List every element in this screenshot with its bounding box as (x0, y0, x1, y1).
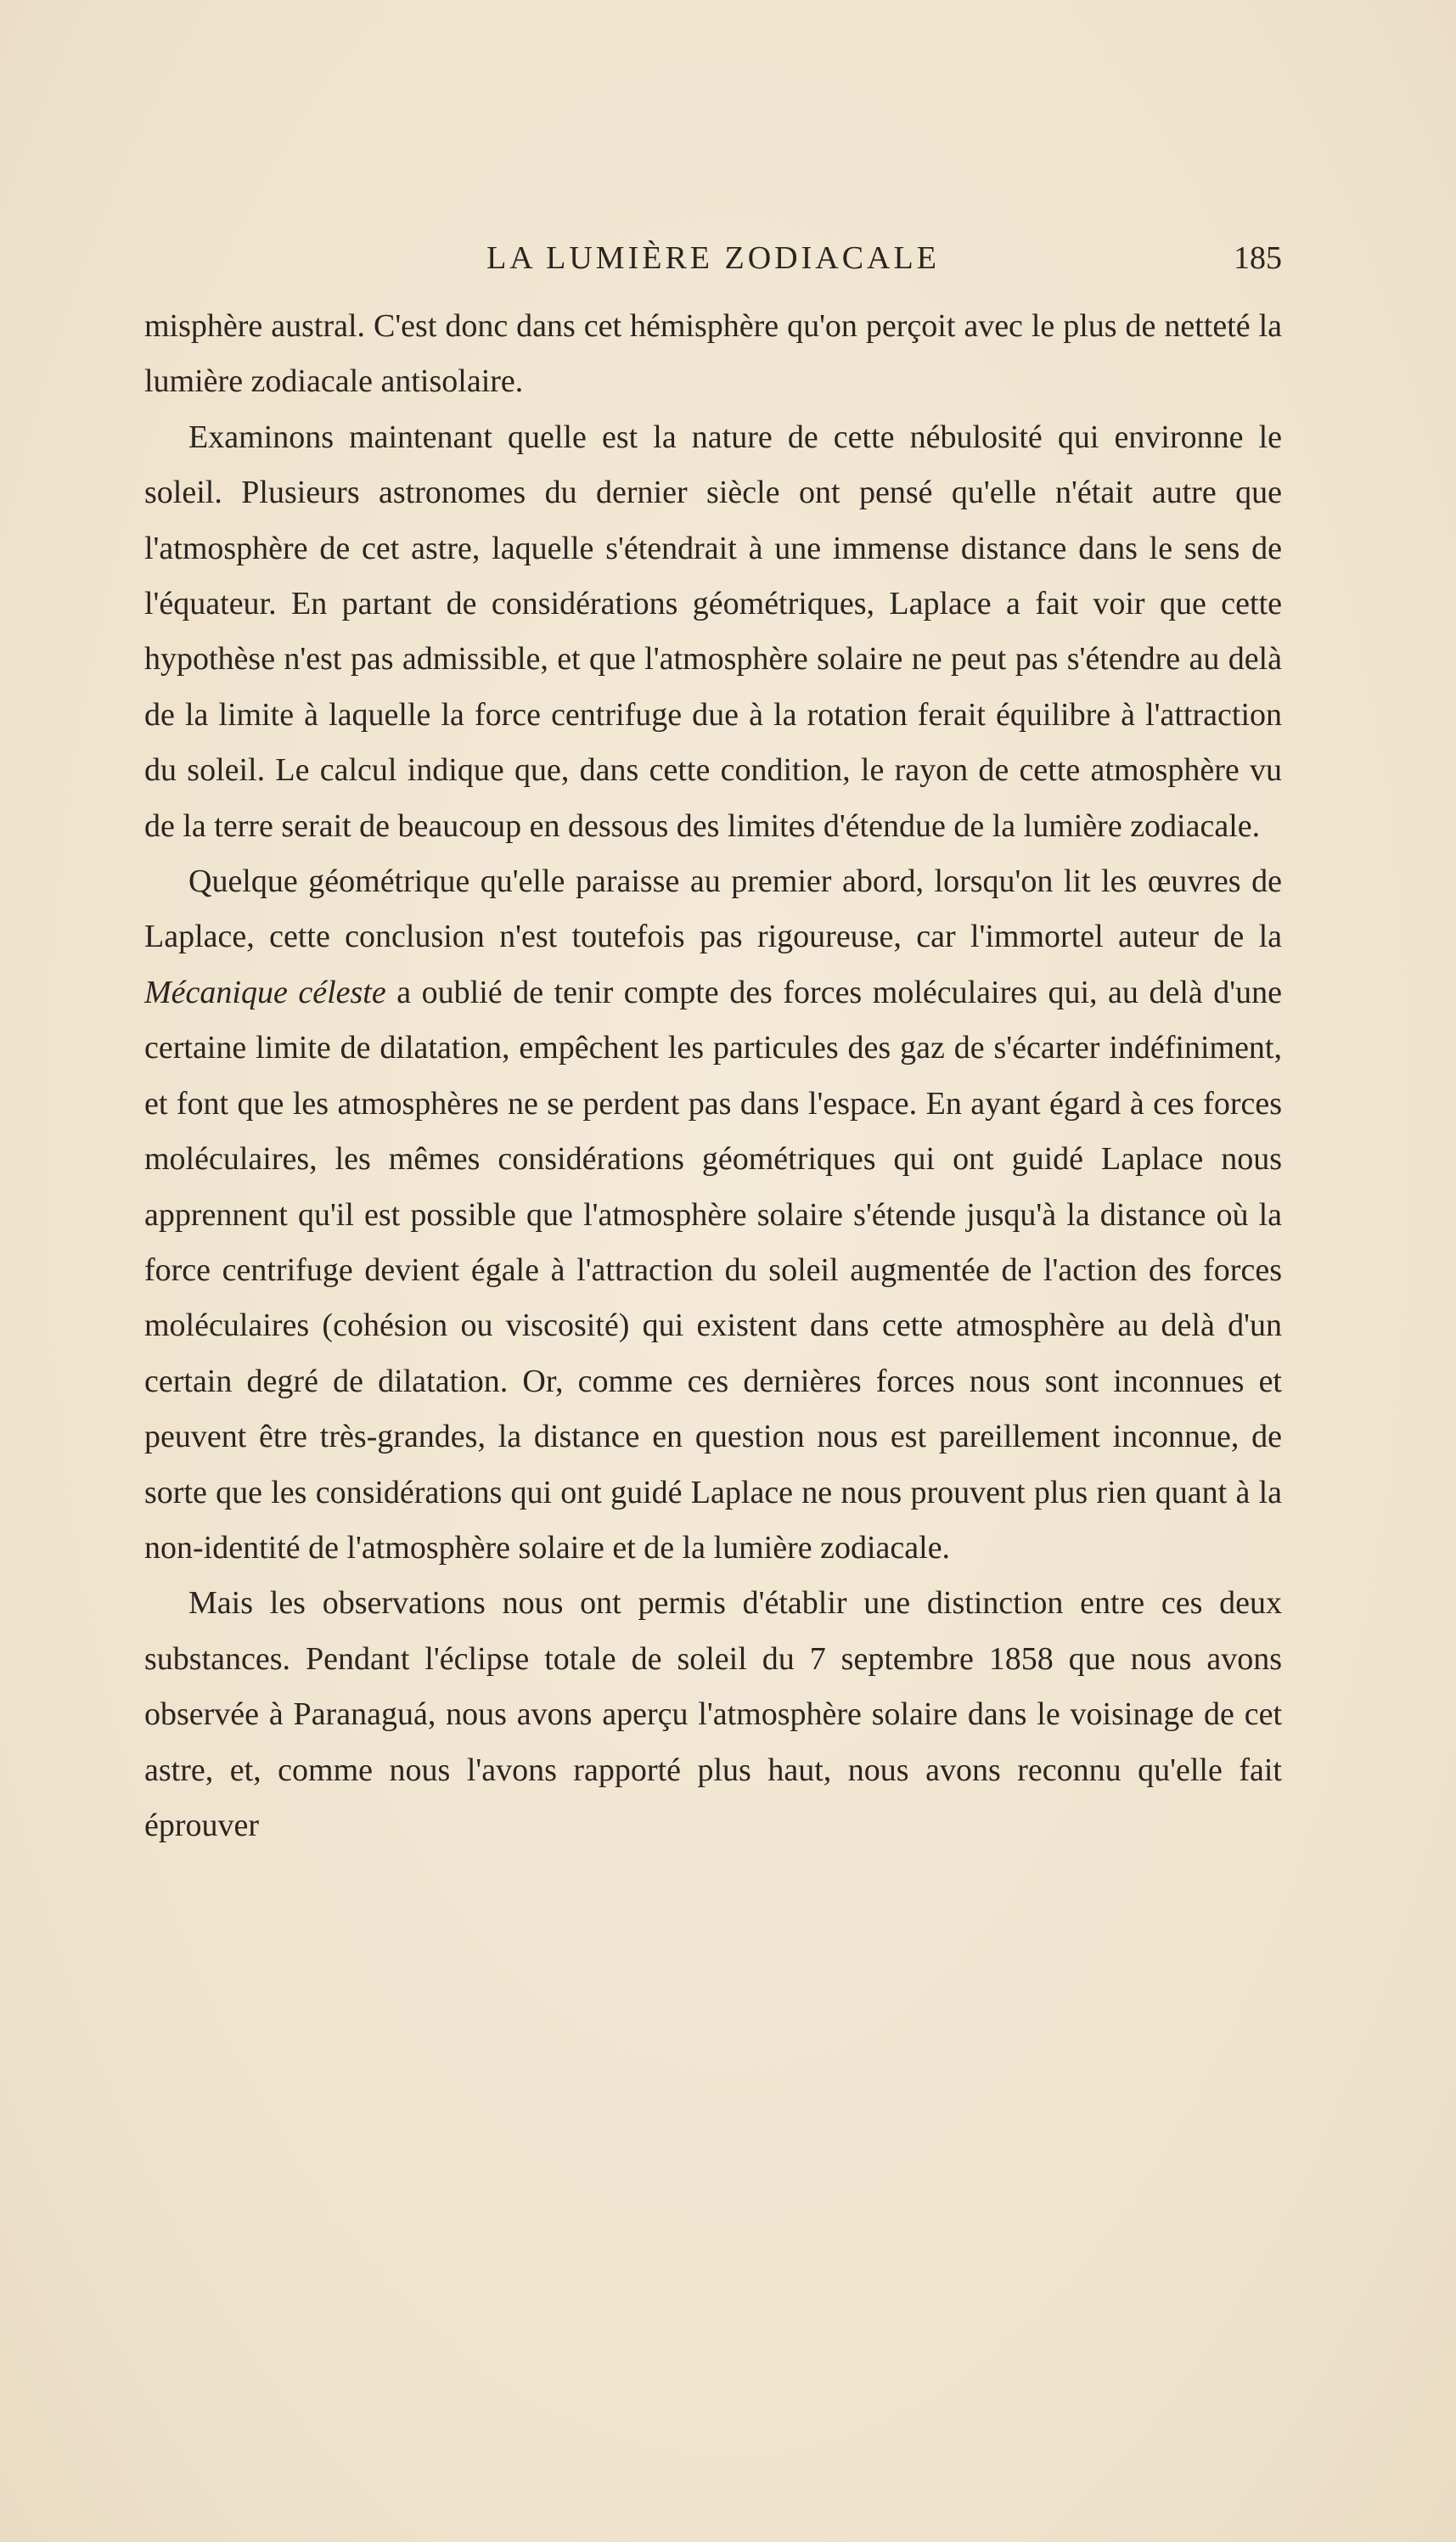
paragraph-laplace-before: Quelque géométrique qu'elle paraisse au premier abord, lorsqu'on lit les œuvres de Laplace, cette conclusion n'est toutefois pas rigoureuse, car l'immortel auteur de la (144, 863, 1282, 955)
book-title-italic: Mécanique céleste (144, 974, 386, 1010)
running-title: LA LUMIÈRE ZODIACALE (486, 240, 940, 276)
paragraph-continuation: misphère austral. C'est donc dans cet hémisphère qu'on perçoit avec le plus de netteté la lumière zodiacale antisolaire. (144, 308, 1282, 400)
paragraph-laplace (144, 854, 1282, 1576)
page-header (144, 239, 1282, 282)
paragraph-nebulosity: Examinons maintenant quelle est la nature de cette nébulosité qui environne le soleil. Plusieurs astronomes du dernier siècle ont pensé qu'elle n'était autre que l'atmosphère de cet astre, laquelle s'étendrait à une immense distance dans le sens de l'équateur. En partant de considérations géométriques, Laplace a fait voir que cette hypothèse n'est pas admissible, et que l'atmosphère solaire ne peut pas s'étendre au delà de la limite à laquelle la force centrifuge due à la rotation ferait équilibre à l'attraction du soleil. Le calcul indique que, dans cette condition, le rayon de cette atmosphère vu de la terre serait de beaucoup en dessous des limites d'étendue de la lumière zodiacale. (144, 419, 1282, 844)
paragraph-observations: Mais les observations nous ont permis d'établir une distinction entre ces deux substances. Pendant l'éclipse totale de soleil du 7 septembre 1858 que nous avons observée à Paranaguá, nous avons aperçu l'atmosphère solaire dans le voisinage de cet astre, et, comme nous l'avons rapporté plus haut, nous avons reconnu qu'elle fait éprouver (144, 1585, 1282, 1843)
body-text (144, 299, 1282, 1853)
page-number: 185 (1234, 240, 1282, 276)
paragraph-laplace-after: a oublié de tenir compte des forces moléculaires qui, au delà d'une certaine limite de dilatation, empêchent les particules des gaz de s'écarter indéfiniment, et font que les atmosphères ne se perdent pas dans l'espace. En ayant égard à ces forces moléculaires, les mêmes considérations géométriques qui ont guidé Laplace nous apprennent qu'il est possible que l'atmosphère solaire s'étende jusqu'à la distance où la force centrifuge devient égale à l'attraction du soleil augmentée de l'action des forces moléculaires (cohésion ou viscosité) qui existent dans cette atmosphère au delà d'un certain degré de dilatation. Or, comme ces dernières forces nous sont inconnues et peuvent être très-grandes, la distance en question nous est pareillement inconnue, de sorte que les considérations qui ont guidé Laplace ne nous prouvent plus rien quant à la non-identité de l'atmosphère solaire et de la lumière zodiacale. (144, 974, 1282, 1566)
